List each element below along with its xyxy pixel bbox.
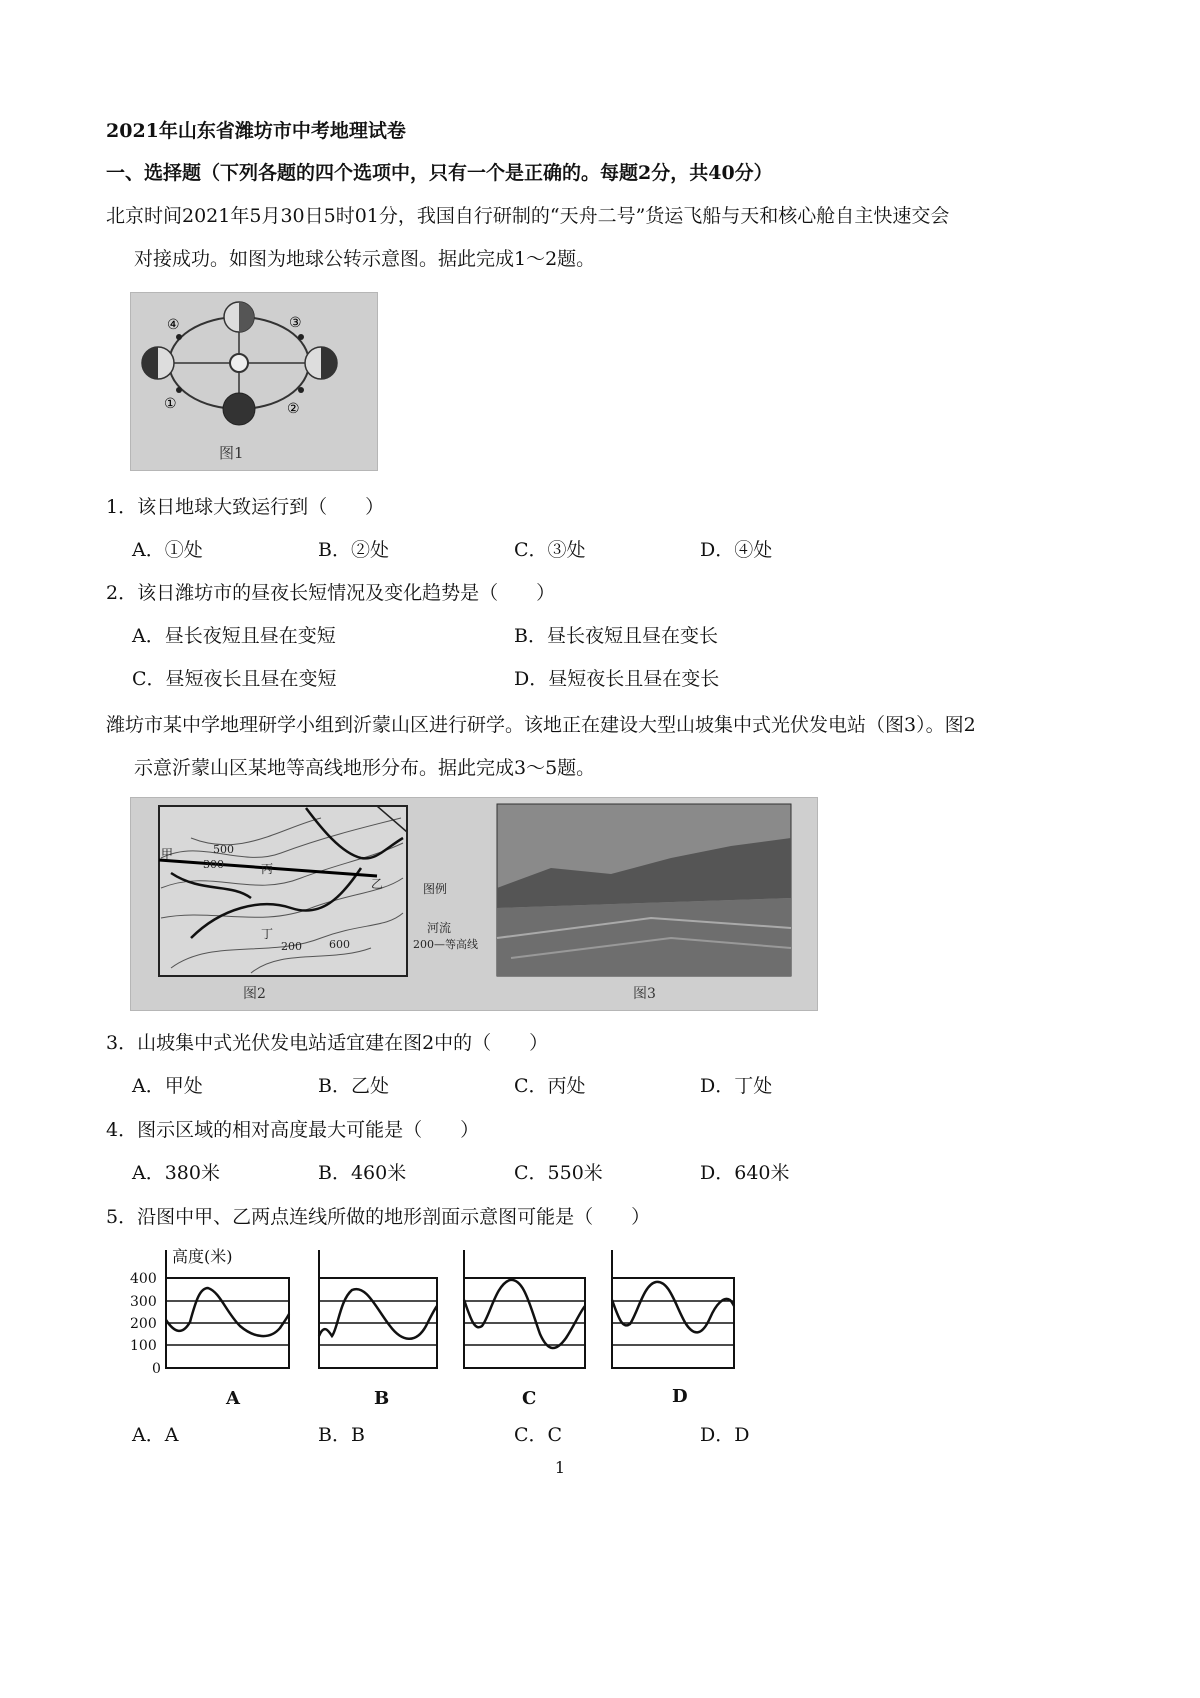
q1-option-b: B．②处 bbox=[318, 539, 389, 561]
q4-option-a: A．380米 bbox=[132, 1162, 220, 1184]
intro2-line1: 潍坊市某中学地理研学小组到沂蒙山区进行研学。该地正在建设大型山坡集中式光伏发电站（图3）。图2 bbox=[106, 714, 976, 736]
profile-ylabel: 高度(米) bbox=[172, 1247, 233, 1266]
q4-stem: 4．图示区域的相对高度最大可能是（ ） bbox=[106, 1119, 480, 1141]
q2-option-d: D．昼短夜长且昼在变长 bbox=[514, 668, 720, 690]
section-heading: 一、选择题（下列各题的四个选项中，只有一个是正确的。每题2分，共40分） bbox=[106, 162, 773, 184]
panel-label-b: B bbox=[374, 1388, 390, 1409]
q3-option-c: C．丙处 bbox=[514, 1075, 586, 1097]
q1-stem: 1．该日地球大致运行到（ ） bbox=[106, 496, 385, 518]
q2-option-c: C．昼短夜长且昼在变短 bbox=[132, 668, 337, 690]
profile-panel-b bbox=[319, 1250, 437, 1409]
q2-option-b: B．昼长夜短且昼在变长 bbox=[514, 625, 718, 647]
ytick-300: 300 bbox=[130, 1294, 157, 1310]
orbit-marker-1: ① bbox=[164, 396, 177, 412]
ytick-200: 200 bbox=[130, 1316, 157, 1332]
profile-panel-a bbox=[166, 1250, 289, 1409]
figure-1-caption: 图1 bbox=[219, 444, 244, 462]
q1-option-c: C．③处 bbox=[514, 539, 586, 561]
figure-2-caption: 图2 bbox=[243, 986, 266, 1002]
fig2-legend-river: 河流 bbox=[427, 921, 452, 935]
orbit-marker-2: ② bbox=[287, 401, 300, 417]
q3-stem: 3．山坡集中式光伏发电站适宜建在图2中的（ ） bbox=[106, 1032, 549, 1054]
paper-title: 2021年山东省潍坊市中考地理试卷 bbox=[106, 120, 406, 142]
orbit-marker-3: ③ bbox=[289, 315, 302, 331]
fig2-label-yi: 乙 bbox=[371, 877, 384, 891]
intro1-line1: 北京时间2021年5月30日5时01分，我国自行研制的“天舟二号”货运飞船与天和核心舱自主快速交会 bbox=[106, 205, 950, 227]
fig2-legend-contour: 200—等高线 bbox=[413, 938, 478, 951]
q5-option-b: B．B bbox=[318, 1424, 365, 1446]
orbit-marker-4: ④ bbox=[167, 317, 180, 333]
intro2-line2: 示意沂蒙山区某地等高线地形分布。据此完成3～5题。 bbox=[134, 757, 596, 779]
fig2-legend-title: 图例 bbox=[423, 882, 448, 896]
panel-label-d: D bbox=[672, 1386, 688, 1407]
fig2-contour-600: 600 bbox=[329, 938, 350, 951]
q4-option-c: C．550米 bbox=[514, 1162, 603, 1184]
fig2-contour-300: 300 bbox=[203, 858, 224, 871]
q4-option-d: D．640米 bbox=[700, 1162, 790, 1184]
profile-panel-d bbox=[612, 1250, 734, 1407]
q3-option-a: A．甲处 bbox=[132, 1075, 203, 1097]
q3-option-b: B．乙处 bbox=[318, 1075, 389, 1097]
q5-stem: 5．沿图中甲、乙两点连线所做的地形剖面示意图可能是（ ） bbox=[106, 1206, 651, 1228]
figure-2-3-strip bbox=[130, 797, 818, 1011]
fig2-label-jia: 甲 bbox=[161, 847, 174, 861]
page-number: 1 bbox=[554, 1458, 566, 1477]
fig2-label-ding: 丁 bbox=[261, 927, 274, 941]
q4-option-b: B．460米 bbox=[318, 1162, 407, 1184]
q3-option-d: D．丁处 bbox=[700, 1075, 773, 1097]
q5-option-c: C．C bbox=[514, 1424, 563, 1446]
q2-option-a: A．昼长夜短且昼在变短 bbox=[132, 625, 336, 647]
panel-label-a: A bbox=[226, 1388, 240, 1409]
ytick-100: 100 bbox=[130, 1338, 157, 1354]
intro1-line2: 对接成功。如图为地球公转示意图。据此完成1～2题。 bbox=[134, 248, 596, 270]
figure-3-caption: 图3 bbox=[633, 986, 656, 1002]
profile-panel-c bbox=[464, 1250, 585, 1409]
ytick-0: 0 bbox=[152, 1361, 161, 1377]
fig2-label-bing: 丙 bbox=[261, 862, 274, 876]
ytick-400: 400 bbox=[130, 1271, 157, 1287]
q1-option-a: A．①处 bbox=[132, 539, 203, 561]
profile-diagrams bbox=[130, 1240, 750, 1412]
q5-option-d: D．D bbox=[700, 1424, 750, 1446]
q2-stem: 2．该日潍坊市的昼夜长短情况及变化趋势是（ ） bbox=[106, 582, 556, 604]
q5-option-a: A．A bbox=[132, 1424, 179, 1446]
figure-1-earth-orbit bbox=[130, 292, 378, 471]
panel-label-c: C bbox=[522, 1388, 537, 1409]
q1-option-d: D．④处 bbox=[700, 539, 773, 561]
fig2-contour-500: 500 bbox=[213, 843, 234, 856]
fig2-contour-200: 200 bbox=[281, 940, 302, 953]
